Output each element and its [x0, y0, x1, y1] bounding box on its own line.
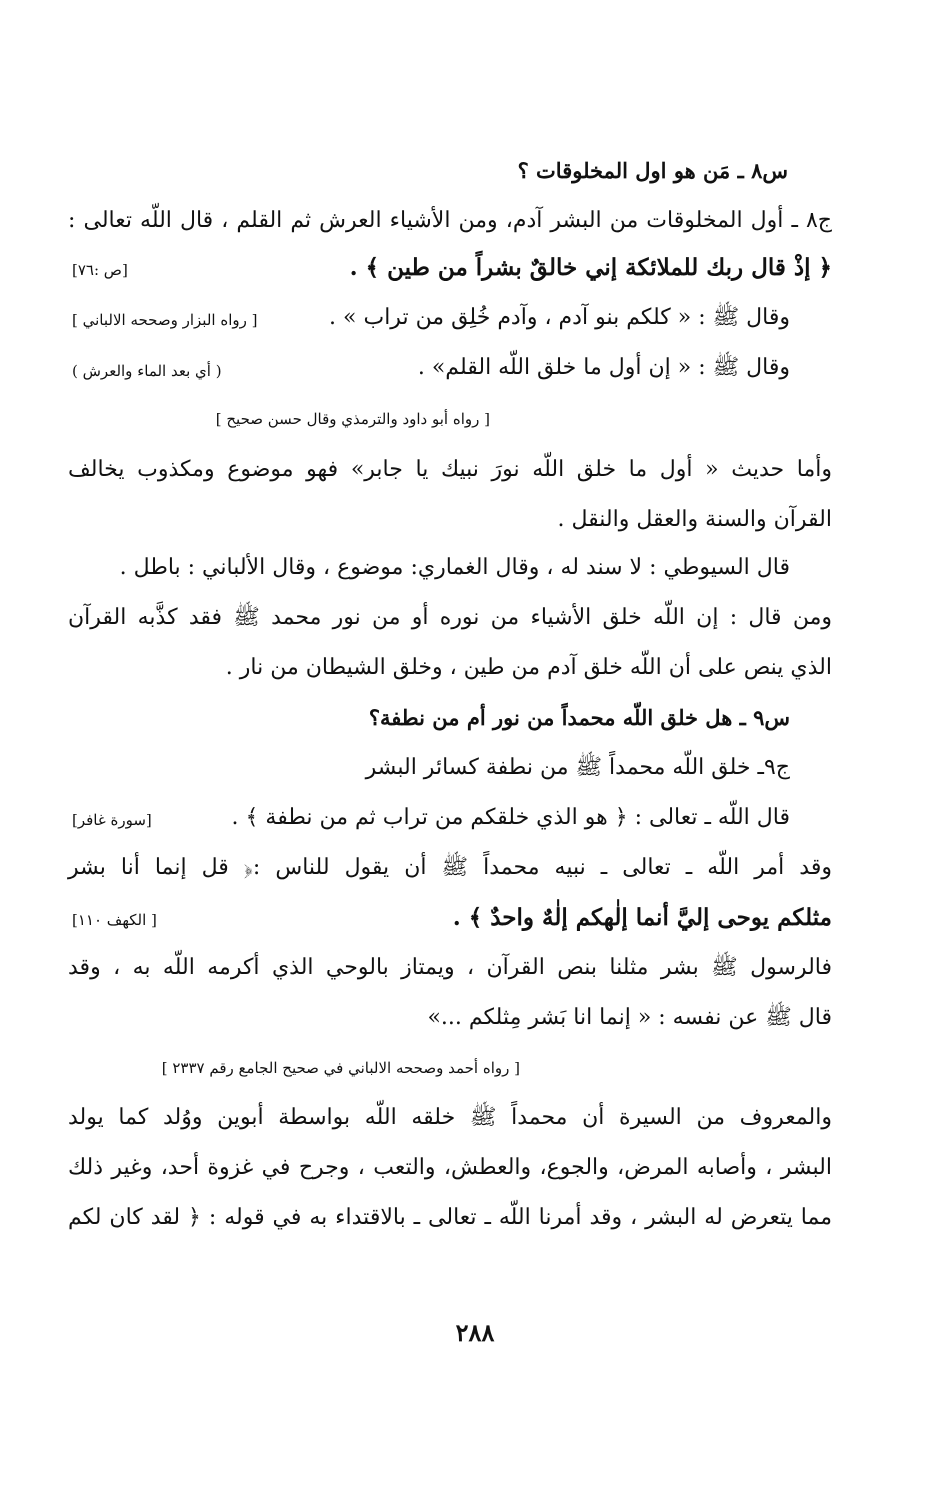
paragraph-line: فالرسول ﷺ بشر مثلنا بنص القرآن ، ويمتاز بالوحي الذي أكرمه اللّه به ، وقد — [68, 955, 832, 980]
paragraph-line: قال ﷺ عن نفسه : « إنما انا بَشر مِثلكم ...» — [427, 1005, 832, 1030]
hadith-reference: [ رواه أحمد وصححه الالباني في صحيح الجامع رقم ٢٣٣٧ ] — [161, 1059, 520, 1077]
paragraph-line: وأما حديث « أول ما خلق اللّه نورَ نبيك يا جابر» فهو موضوع ومكذوب يخالف — [68, 457, 832, 482]
paragraph-line: البشر ، وأصابه المرض، والجوع، والعطش، والتعب ، وجرح في غزوة أحد، وغير ذلك — [68, 1155, 832, 1180]
paragraph-line: مما يتعرض له البشر ، وقد أمرنا اللّه ـ تعالى ـ بالاقتداء به في قوله : ﴿ لقد كان لكم — [68, 1205, 832, 1230]
paragraph-line: ومن قال : إن اللّه خلق الأشياء من نوره أو من نور محمد ﷺ فقد كذَّبه القرآن — [68, 605, 832, 630]
hadith-note: ( أي بعد الماء والعرش ) — [72, 362, 222, 380]
paragraph-line: الذي ينص على أن اللّه خلق آدم من طين ، وخلق الشيطان من نار . — [225, 655, 832, 680]
paragraph-line: والمعروف من السيرة أن محمداً ﷺ خلقه اللّه بواسطة أبوين ووُلد كما يولد — [68, 1105, 832, 1130]
paragraph-line: وقد أمر اللّه ـ تعالى ـ نبيه محمداً ﷺ أن يقول للناس :﴿ قل إنما أنا بشر — [68, 855, 832, 880]
answer-8-line: ج٨ ـ أول المخلوقات من البشر آدم، ومن الأشياء العرش ثم القلم ، قال اللّه تعالى : — [68, 208, 832, 233]
paragraph-line: قال السيوطي : لا سند له ، وقال الغماري: موضوع ، وقال الألباني : باطل . — [119, 555, 790, 580]
quran-verse: ﴿ إذْ قال ربك للملائكة إني خالقٌ بشراً من طين ﴾ . — [349, 254, 832, 281]
hadith-reference: [ رواه البزار وصححه الالباني ] — [72, 311, 258, 329]
question-9-heading: س٩ ـ هل خلق اللّه محمداً من نور أم من نطفة؟ — [368, 705, 790, 730]
hadith-line: وقال ﷺ : « إن أول ما خلق اللّه القلم» . — [417, 355, 790, 380]
quran-verse: قال اللّه ـ تعالى : ﴿ هو الذي خلقكم من تراب ثم من نطفة ﴾ . — [231, 805, 790, 830]
verse-reference: [ص :٧٦] — [72, 261, 128, 279]
verse-reference: [ الكهف ١١٠] — [72, 911, 157, 929]
page-number: ٢٨٨ — [455, 1318, 495, 1347]
verse-reference: [سورة غافر] — [72, 811, 152, 829]
answer-9-line: ج٩ـ خلق اللّه محمداً ﷺ من نطفة كسائر البشر — [365, 755, 790, 780]
paragraph-line: القرآن والسنة والعقل والنقل . — [557, 507, 832, 532]
hadith-reference: [ رواه أبو داود والترمذي وقال حسن صحيح ] — [215, 410, 490, 428]
question-8-heading: س٨ ـ مَن هو اول المخلوقات ؟ — [517, 158, 788, 183]
hadith-line: وقال ﷺ : « كلكم بنو آدم ، وآدم خُلِق من تراب » . — [329, 305, 790, 330]
quran-verse: مثلكم يوحى إليَّ أنما إلٰهكم إلٰهٌ واحدٌ ﴾ . — [452, 904, 832, 931]
